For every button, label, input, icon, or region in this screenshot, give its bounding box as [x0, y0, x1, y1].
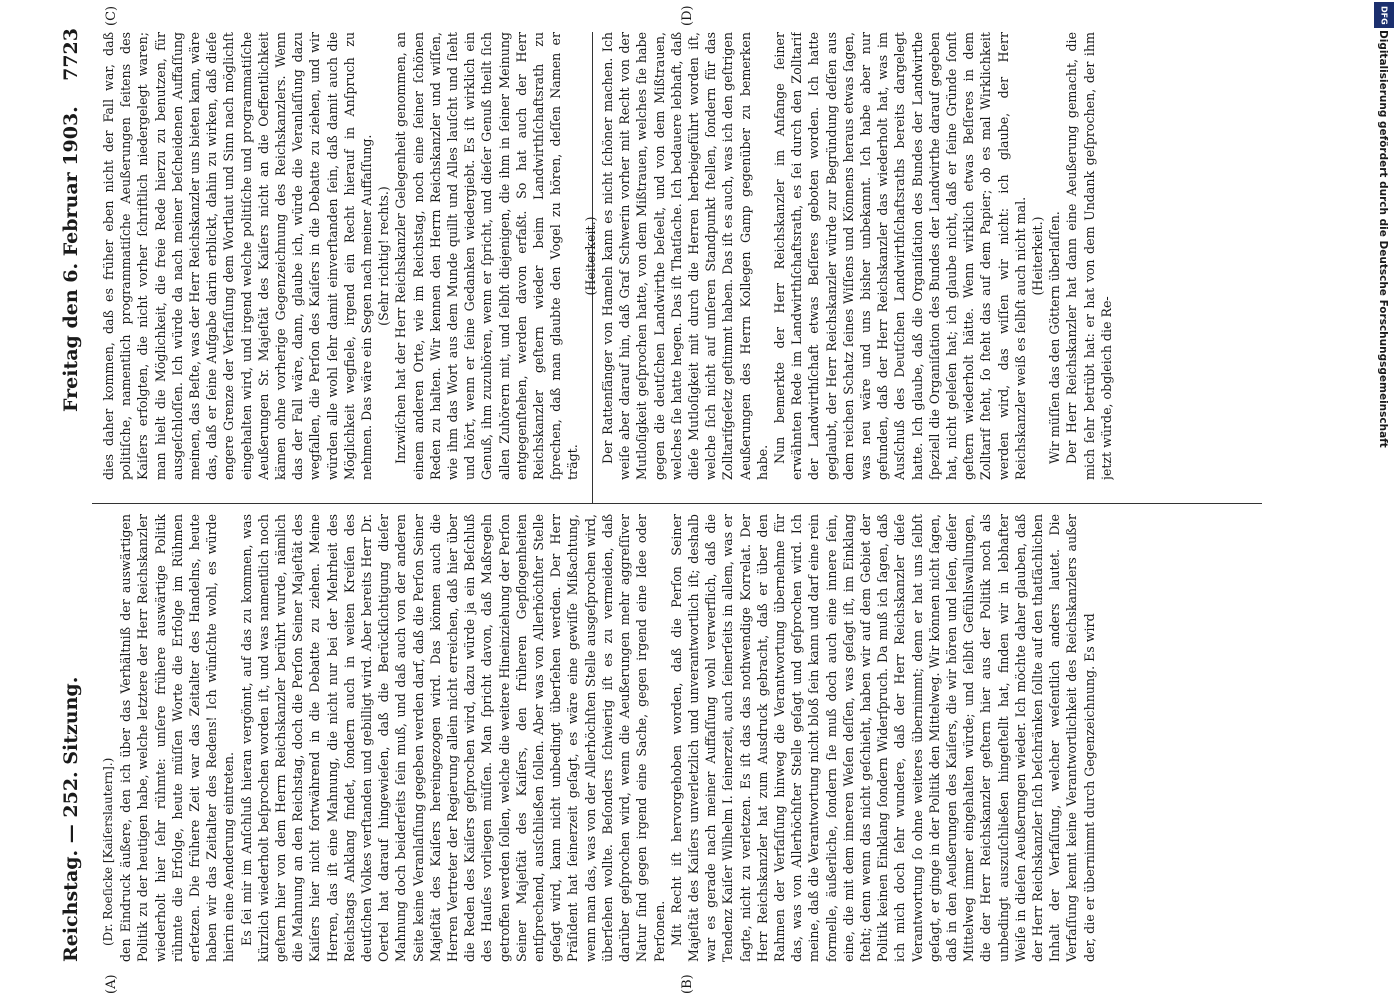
digitization-note	[1375, 30, 1391, 790]
paragraph: Der Herr Reichskanzler hat dann eine Aeußerung gemacht, die mich ſehr betrübt hat: er hat von dem Undank geſprochen, der ihm jetzt würde, obgleich die Re-	[1064, 32, 1114, 480]
left-column	[100, 514, 1260, 962]
margin-marker-b: (B)	[680, 974, 695, 994]
digitization-credit: Digitalisierung gefördert durch die Deutsche Forschungsgemeinschaft	[1377, 30, 1389, 448]
paragraph: Der Rattenfänger von Hameln kann es nicht ſchöner machen. Ich weiſe aber darauf hin, daß Graf Schwerin vorher mit Recht von der Mutloſigkeit geſprochen hatte, von dem Mißtrauen, welches ſie habe gegen die deutſchen Landwirthe beſeelt, und von dem Mißtrauen, welches ſie hatte hegen. Das iſt Thatſache. Ich bedauere lebhaft, daß dieſe Mutloſigkeit mit durch die Herren herbeigeführt worden iſt, welche ſich nicht auf unſeren Standpunkt ſtellen, ſondern für das Zolltarifgeſetz geſtimmt haben. Das iſt es auch, was ich den geſtrigen Aeußerungen des Herrn Kollegen Gamp gegenüber zu bemerken habe.	[599, 32, 770, 480]
paragraph: dies daher kommen, daß es früher eben nicht der Fall war, daß politiſche, namentlich programmatiſche Aeußerungen ſeitens des Kaiſers erfolgten, die nicht vorher ſchriftlich niedergelegt waren; man hielt die Möglichkeit, die freie Rede hierzu zu benutzen, für ausgeſchloſſen. Ich würde da nach meiner beſcheidenen Auffaſſung meinen, das Beſte, was der Herr Reichskanzler uns bieten kann, wäre das, daß er ſeine Aufgabe darin erblickt, dahin zu wirken, daß dieſe engere Grenze der Verfaſſung dem Wortlaut und Sinn nach möglichſt eingehalten wird, und irgend welche politiſche und programmatiſche Aeußerungen Sr. Majeſtät des Kaiſers nicht an die Oeffentlichkeit kämen ohne vorherige Gegenzeichnung des Reichskanzlers. Wenn das der Fall wäre, dann, glaube ich, würde die Veranlaſſung dazu wegfallen, die Perſon des Kaiſers in die Debatte zu ziehen, und wir würden alle wohl ſehr damit einverſtanden ſein, daß damit auch die Möglichkeit wegfiele, irgend ein Recht hierauf in Anſpruch zu nehmen. Das wäre ein Segen nach meiner Auffaſſung.	[101, 32, 375, 480]
paragraph: Es ſei mir im Anſchluß hieran vergönnt, auf das zu kommen, was kürzlich wiederholt beſprochen worden iſt, und was namentlich noch geſtern hier von dem Herrn Reichskanzler berührt wurde, nämlich die Mahnung an den Reichstag, doch die Perſon Seiner Majeſtät des Kaiſers hier nicht fortwährend in die Debatte zu ziehen. Meine Herren, das iſt eine Mahnung, die nicht nur bei der Mehrheit des Reichstags Anklang findet, ſondern auch in weiten Kreiſen des deutſchen Volkes verſtanden und gebilligt wird. Aber bereits Herr Dr. Oertel hat darauf hingewieſen, daß die Berückſichtigung dieſer Mahnung doch beiderſeits ſein muß, und daß auch von der anderen Seite keine Veranlaſſung gegeben werden darf, daß die Perſon Seiner Majeſtät des Kaiſers hereingezogen wird. Das können auch die Herren Vertreter der Regierung allein nicht erreichen, daß hier über die Reden des Kaiſers geſprochen wird, dazu würde ja ein Beſchluß des Hauſes vorliegen müſſen. Man ſpricht davon, daß Maßregeln getroffen werden ſollen, welche die weitere Hineinziehung der Perſon Seiner Majeſtät des Kaiſers, den früheren Gepflogenheiten entſprechend, ausſchließen ſollen. Aber was von Allerhöchſter Stelle geſagt wird, kann nicht unbedingt überſehen werden. Der Herr Präſident hat ſeinerzeit geſagt, es wäre eine gewiſſe Mißachtung, wenn man das, was von der Allerhöchſten Stelle ausgeſprochen wird, überſehen wollte. Beſonders ſchwierig iſt es zu vermeiden, daß darüber geſprochen wird, wenn die Aeußerungen mehr aggreſſiver Natur ſind gegen irgend eine Sache, gegen irgend eine Idee oder Perſonen.	[238, 514, 667, 962]
speaker-label: (Dr. Roeſicke [Kaiſerslautern].)	[101, 757, 115, 946]
header-session: Reichstag. — 252. Sitzung.	[60, 676, 82, 962]
interjection: (Sehr richtig! rechts.)	[376, 186, 392, 326]
interjection: (Heiterkeit.)	[1029, 216, 1045, 296]
right-column	[100, 32, 1260, 480]
interjection: (Heiterkeit.)	[582, 216, 598, 296]
header-date: Freitag den 6. Februar 1903.	[60, 106, 82, 412]
column-divider	[92, 503, 1262, 504]
paragraph: Nun bemerkte der Herr Reichskanzler im Anfange ſeiner erwähnten Rede im Landwirthſchaftsrath, es ſei durch den Zolltarif der Landwirthſchaft etwas Beſſeres geboten worden. Ich hatte geglaubt, der Herr Reichskanzler würde zur Begründung deſſen aus dem reichen Schatz ſeines Wiſſens und Könnens heraus etwas ſagen, was neu wäre und uns bisher unbekannt. Ich habe aber nur gefunden, daß der Herr Reichskanzler das wiederholt hat, was im Ausſchuß des Deutſchen Landwirthſchaftsraths bereits dargelegt hatte. Ich glaube, daß die Organiſation des Bundes der Landwirthe ſpeziell die Organiſation des Bundes der Landwirthe darauf gegeben hat, nicht geleſen hat; ich glaube nicht, daß er ſeine Gründe ſonſt geſtern wiederholt hätte. Wenn wirklich etwas Beſſeres in dem Zolltarif ſteht, ſo ſteht das auf dem Papier; ob es mal Wirklichkeit werden wird, das wiſſen wir nicht: ich glaube, der Herr Reichskanzler weiß es ſelbſt auch nicht mal.	[771, 32, 1028, 480]
paragraph: Inzwiſchen hat der Herr Reichskanzler Gelegenheit genommen, an einem anderen Orte, wie im Reichstag, noch eine ſeiner ſchönen Reden zu halten. Wir kennen den Herrn Reichskanzler und wiſſen, wie ihm das Wort aus dem Munde quillt und Alles lauſcht und ſieht und hört, wenn er ſeine Gedanken wiedergiebt. Es iſt wirklich ein Genuß, ihm zuzuhören, wenn er ſpricht, und dieſer Genuß theilt ſich allen Zuhörern mit, und ſelbſt diejenigen, die ihm in ſeiner Meinung entgegenſtehen, werden davon erfaßt. So hat auch der Herr Reichskanzler geſtern wieder beim Landwirthſchaftsrath zu ſprechen, daß man glaubte den Vogel zu hören, deſſen Namen er trägt.	[393, 32, 581, 480]
dfg-logo: DFG	[1374, 2, 1394, 28]
margin-marker-d: (D)	[680, 5, 695, 26]
paragraph: Mit Recht iſt hervorgehoben worden, daß die Perſon Seiner Majeſtät des Kaiſers unverletzlich und unverantwortlich iſt; deshalb war es gerade nach meiner Auffaſſung wohl verwerflich, daß die Tendenz Kaiſer Wilhelm I. ſeinerzeit, auch ſeinerſeits in allem, was er ſagte, nicht zu verletzen. Es iſt das das nothwendige Korrelat. Der Herr Reichskanzler hat zum Ausdruck gebracht, daß er über den Rahmen der Verfaſſung hinweg die Verantwortung übernehme für das, was von Allerhöchſter Stelle geſagt und geſprochen wird. Ich meine, daß die Verantwortung nicht bloß ſein kann und darf eine rein formelle, äußerliche, ſondern ſie muß doch auch eine innere ſein, eine, die mit dem inneren Weſen deſſen, was geſagt iſt, im Einklang ſteht; denn wenn das nicht geſchieht, haben wir auf dem Gebiet der Politik keinen Einklang ſondern Widerſpruch. Da muß ich ſagen, daß ich mich doch ſehr wundere, daß der Herr Reichskanzler dieſe Verantwortung ſo ohne weiteres übernimmt; denn er hat uns ſelbſt geſagt, er ginge in der Politik den Mittelweg. Wir können nicht ſagen, daß in den Aeußerungen des Kaiſers, die wir hören und leſen, dieſer Mittelweg immer eingehalten würde; und ſelbſt Gefühlswallungen, die der Herr Reichskanzler geſtern hier aus der Politik noch als unbedingt auszuſchließen hingeſtellt hat, finden wir in lebhafter Weiſe in dieſen Aeußerungen wieder. Ich möchte daher glauben, daß der Herr Reichskanzler ſich beſchränken ſollte auf den thatſächlichen Inhalt der Verfaſſung, welcher weſentlich anders lautet. Die Verfaſſung kennt keine Verantwortlichkeit des Reichskanzlers außer der, die er übernimmt durch Gegenzeichnung. Es wird	[668, 514, 1097, 962]
page-header	[60, 28, 90, 972]
margin-marker-c: (C)	[104, 5, 119, 26]
margin-marker-a: (A)	[104, 974, 119, 994]
paragraph: Wir müſſen das den Göttern überlaſſen.	[1047, 211, 1063, 464]
paragraph: den Eindruck äußere, den ich über das Verhältniß der auswärtigen Politik zu der heutigen habe, welche letztere der Herr Reichskanzler wiederholt hier ſehr rühmte: unſere frühere auswärtige Politik rühmte die Erfolge, heute müſſen Worte die Erfolge im Rühmen erſetzen. Die frühere Zeit war das Zeitalter des Handelns, heute haben wir das Zeitalter des Redens! Ich wünſchte wohl, es würde hierin eine Aenderung eintreten.	[118, 514, 237, 962]
page-number: 7723	[60, 28, 82, 81]
